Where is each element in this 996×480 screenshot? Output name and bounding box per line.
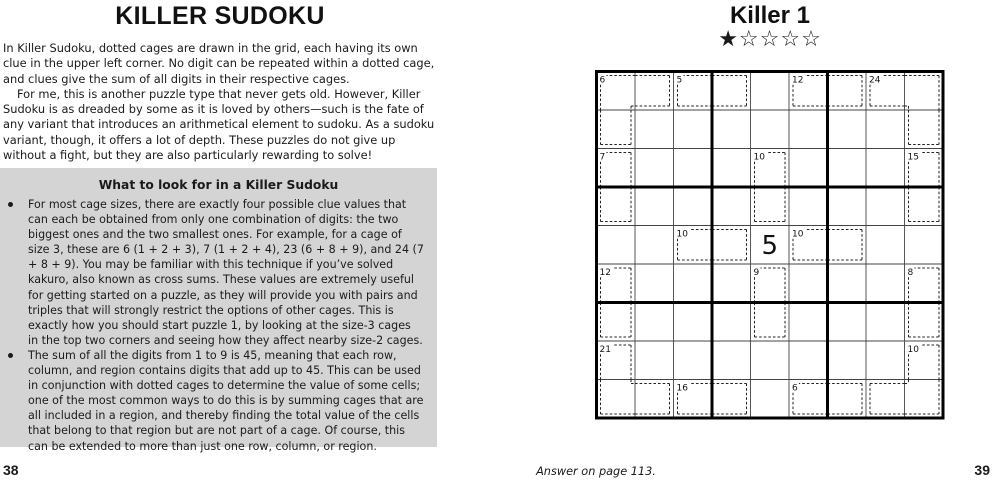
- cage-clue: 6: [599, 75, 606, 86]
- grid-cell[interactable]: [789, 264, 828, 303]
- grid-cell[interactable]: [674, 303, 713, 342]
- page-heading: KILLER SUDOKU: [115, 2, 325, 30]
- grid-cell[interactable]: [905, 226, 944, 265]
- tip-item: [8, 197, 424, 348]
- tip-text: The sum of all the digits from 1 to 9 is 45, meaning that each row, column, and region contains digits that add up to 45. This can be used in conjunction with dotted cages to determine the value of some cells; one of the most common ways to do this is by summing cages that are all included in a region, and thereby finding the total value of the cells that belong to that region but are not part of a cage. Of course, this can be extended to more than just one row, column, or region.: [28, 348, 424, 453]
- bullet-icon: [8, 202, 13, 207]
- killer-sudoku-grid: [594, 69, 946, 421]
- tips-list: [8, 197, 424, 454]
- grid-cell[interactable]: [866, 380, 905, 419]
- puzzle-title: Killer 1: [729, 2, 811, 29]
- grid-cell[interactable]: [789, 303, 828, 342]
- grid-cell[interactable]: [866, 341, 905, 380]
- grid-cell[interactable]: [828, 380, 867, 419]
- cage-clue: 15: [907, 152, 919, 163]
- tip-text: For most cage sizes, there are exactly four possible clue values that can each be obtained from only one combination of digits: the two biggest ones and the two smallest ones. For example, for a cage of size 3, these are 6 (1 + 2 + 3), 7 (1 + 2 + 4), 23 (6 + 8 + 9), and 24 (7 + 8 + 9). You may be familiar with this technique if you’ve solved kakuro, also known as cross sums. These values are extremely useful for getting started on a puzzle, as they will provide you with pairs and triples that will strongly restrict the options of other cages. This is exactly how you should start puzzle 1, by looking at the size-3 cages in the top two corners and seeing how they affect nearby size-2 cages.: [28, 198, 424, 347]
- grid-cell[interactable]: [866, 226, 905, 265]
- difficulty-rating: [670, 27, 870, 53]
- grid-cell[interactable]: [751, 72, 790, 111]
- grid-cell[interactable]: [635, 110, 674, 149]
- intro-paragraph-1: In Killer Sudoku, dotted cages are drawn in the grid, each having its own clue in the upper left corner. No digit can be repeated within a dotted cage, and clues give the sum of all digits in their respective cages.: [3, 41, 435, 86]
- left-page: [0, 0, 445, 480]
- cage-clue: 24: [869, 75, 881, 86]
- cage-clue: 12: [792, 75, 804, 86]
- grid-cell[interactable]: [828, 72, 867, 111]
- cage-clue: 10: [907, 345, 919, 355]
- grid-cell[interactable]: [635, 187, 674, 226]
- grid-cell[interactable]: [905, 187, 944, 226]
- grid-cell[interactable]: [712, 149, 751, 188]
- grid-cell[interactable]: [635, 341, 674, 380]
- grid-cell[interactable]: [905, 110, 944, 149]
- grid-cell[interactable]: [905, 380, 944, 419]
- grid-cell[interactable]: [712, 72, 751, 111]
- grid-cell[interactable]: [597, 110, 636, 149]
- cage-clue: 5: [676, 75, 683, 86]
- cage-clue: 8: [907, 268, 914, 278]
- grid-cell[interactable]: [635, 264, 674, 303]
- grid-cell[interactable]: [828, 149, 867, 188]
- grid-cell[interactable]: [712, 264, 751, 303]
- given-digit: 5: [761, 230, 779, 261]
- grid-cell[interactable]: [674, 149, 713, 188]
- page-number-left: 38: [3, 462, 19, 478]
- grid-cell[interactable]: [789, 341, 828, 380]
- cage-clue: 10: [753, 152, 765, 163]
- grid-cell[interactable]: [905, 72, 944, 111]
- answer-note: Answer on page 113.: [536, 465, 656, 478]
- grid-cell[interactable]: [712, 341, 751, 380]
- grid-cell[interactable]: [789, 149, 828, 188]
- star-icons: ★☆☆☆☆: [718, 27, 822, 52]
- grid-cell[interactable]: [751, 303, 790, 342]
- grid-cell[interactable]: [751, 341, 790, 380]
- grid-cell[interactable]: [597, 187, 636, 226]
- grid-cell[interactable]: [828, 226, 867, 265]
- cage-clue: 7: [599, 152, 606, 163]
- grid-cell[interactable]: [597, 226, 636, 265]
- grid-cell[interactable]: [828, 187, 867, 226]
- grid-cell[interactable]: [828, 341, 867, 380]
- cage-clue: 21: [599, 345, 611, 355]
- grid-cell[interactable]: [712, 226, 751, 265]
- grid-cell[interactable]: [751, 110, 790, 149]
- page-number-right: 39: [974, 462, 990, 478]
- grid-cell[interactable]: [789, 187, 828, 226]
- grid-cell[interactable]: [635, 303, 674, 342]
- grid-cell[interactable]: [597, 303, 636, 342]
- grid-cell[interactable]: [712, 380, 751, 419]
- grid-cell[interactable]: [866, 303, 905, 342]
- tip-item: [8, 348, 424, 454]
- tips-title: What to look for in a Killer Sudoku: [98, 178, 339, 192]
- grid-cell[interactable]: [828, 303, 867, 342]
- grid-cell[interactable]: [866, 110, 905, 149]
- intro-paragraph-2: For me, this is another puzzle type that never gets old. However, Killer Sudoku is as dreaded by some as it is loved by others—such is the fate of any variant that introduces an arithmetical element to sudoku. As a sudoku variant, though, it offers a lot of depth. These puzzles do not give up without a fight, but they are also particularly rewarding to solve!: [3, 86, 435, 163]
- grid-cell[interactable]: [866, 187, 905, 226]
- grid-cell[interactable]: [635, 380, 674, 419]
- grid-cell[interactable]: [635, 226, 674, 265]
- grid-cell[interactable]: [866, 149, 905, 188]
- grid-cell[interactable]: [789, 110, 828, 149]
- grid-cell[interactable]: [866, 264, 905, 303]
- cage-clue: 6: [792, 383, 798, 394]
- grid-cell[interactable]: [712, 187, 751, 226]
- cage-clue: 16: [676, 383, 688, 394]
- grid-cell[interactable]: [635, 149, 674, 188]
- grid-cell[interactable]: [712, 303, 751, 342]
- grid-cell[interactable]: [674, 187, 713, 226]
- grid-cell[interactable]: [751, 187, 790, 226]
- cage-clue: 10: [792, 229, 804, 240]
- grid-cell[interactable]: [905, 303, 944, 342]
- grid-cell[interactable]: [674, 341, 713, 380]
- grid-cell[interactable]: [828, 110, 867, 149]
- cage-clue: 10: [676, 229, 688, 240]
- intro-text: [3, 41, 435, 163]
- grid-cell[interactable]: [712, 110, 751, 149]
- tips-box: [0, 168, 437, 453]
- grid-cell[interactable]: [674, 110, 713, 149]
- cage-clue: 9: [753, 268, 760, 278]
- grid-cell[interactable]: [751, 380, 790, 419]
- bullet-icon: [8, 353, 13, 358]
- grid-cell[interactable]: [635, 72, 674, 111]
- cage-clue: 12: [599, 268, 611, 278]
- grid-cell[interactable]: [828, 264, 867, 303]
- grid-cell[interactable]: [674, 264, 713, 303]
- grid-cell[interactable]: [597, 380, 636, 419]
